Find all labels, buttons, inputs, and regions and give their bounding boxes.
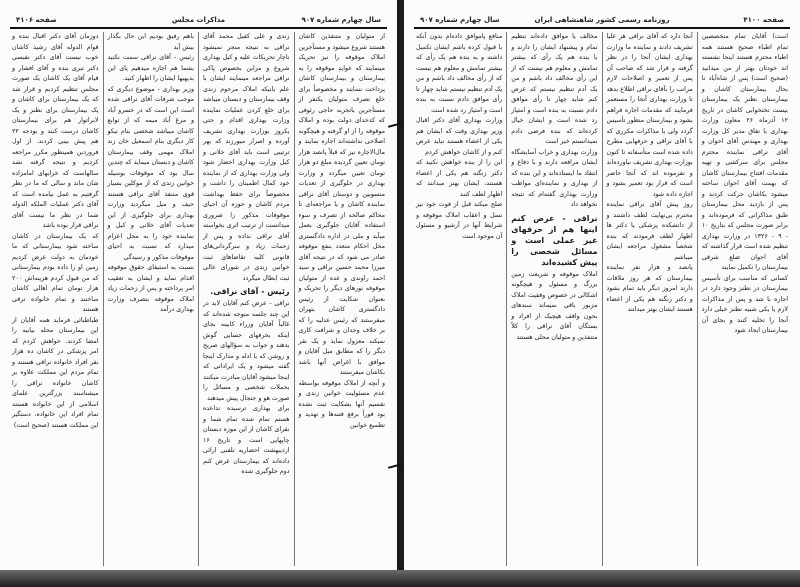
left-page (0, 0, 397, 572)
right-page (404, 0, 800, 572)
left-page-header (10, 14, 387, 28)
paragraph: دوزمان آقای دکتر اقبال بنده و قوام الدوله آقای رشید کاشان خوب نیست آقای دکتر نفیسی دکتر تبری بنده و آقای افشار و قیام آقای یک کاشان یک صورت مجلس تنظیم کردیم و قرار شد که یک بیمارستان برای کاشان و یک بیمارستان برای نطنز و یک لابراتوار هم برای بیمارستان کاشان درست کنند و بودجه ۲۲ هم پیش بینی کردند. از اول فروردین همینطور مکرر مراجعه کردیم و نتیجه گرفته نشد سالهاست که خرابهای امامزاده شان ماند و سالی که ما در نظر گرفتیم به عمل نیامده است که آقای دکتر عملیات الملکه الدوله شما در نظر ما نیست آقای نراقی قرار بوده باشد (12, 33, 99, 229)
paragraph: باهم رفیق بودیم این حال بگذار بیش آید (107, 33, 194, 51)
paragraph: پانصد و هزار نفر نماینده بیمارستان که هر روز ملاقات دارند امروز دیگر باید تمام بشود و دکتر زنگنه هم یکی از اعضاء هستند ایشان بهتر میدانند (606, 264, 693, 313)
speaker-heading: رئیس - آقای نراقی. (210, 287, 290, 296)
paragraph: و آنچه از املاک موقوفه بواسطه عدم مسئولیت خوانین زندی و تقسیم آنها بشکایت ثبت نشده بود فوراً برفع فتنه‌ها و تهدید و تطمیع خوانین (298, 379, 385, 429)
paragraph: منافع پاموافق داده‌ام بدون آنکه با قبول کرده باشم ایشان تکمیل داشته و به بنده هم یک رأی که بیشتر تمامش و معلوم هم نیست که از رأی مخالف داد باشم و من یک آدم تنظیم نیستم شاید چهار تا رأی موافق دادم نسبت به بنده است و امتیاز رد شده است (416, 33, 503, 114)
column-3 (103, 32, 199, 566)
volume-issue: سال چهارم شماره ۹۰۷ (420, 16, 500, 24)
paragraph: روز پیش آقای نراقی نماینده محترم بی‌نهایت لطف داشتند و از دانشکده پزشکی یا دکتر ها اظهار لطف فرمودند که بنده شخصاً مشغول مراجعه ایشان میباشم (606, 201, 693, 261)
paragraph: وزارت بهداری و خراب آسایشگاه ایشان مرافعه دارند و با دفاع و انتقاد ما ایستاده‌اند و این بنده که از بهداری و نماینده‌ای مواظب وزارت بهداری گفته‌ام که نتیجه نخواهد داد (511, 148, 598, 208)
paragraph: نسبت به استیفای حقوق موقوفه اقدام نماید و ایشان به تعقیب امر پرداخته و پس از زحمات زیاد املاک موقوفه بتصرف وزارت بهداری درآمد (107, 264, 194, 313)
paragraph: که یک بیمارستان در کاشان ساخته شود بیمارستانی که ما خودمان به دولت عرض کردیم زمین او را داده بودم بیمارستانی که من قبول کردم هزینه‌اش ۲۰۰ هزار تومان تمام اهالی کاشان ساختند و تمام خانواده ترقی هستند (12, 232, 99, 313)
left-page-columns (8, 32, 389, 566)
column-4 (8, 32, 103, 566)
speaker-heading: نراقی - عرض کنم اینها هم از حرفهای غیر عملی است و مسائل شخصی را پیش کشیده‌اند (511, 213, 598, 267)
paragraph: مخالف یا موافق داده‌اند تنظیم تمام و پیشنهاد ایشان را دارند و با بنده هم یک رأی که بیشتر تمامش و معلوم هم نیست که از این رأی مخالف داد باشم و من یک آدم تنظیم نیستم که عرض کنم شاید چهار تا رأی موافق دادم نسبت به بنده است و امتیاز رد شده است و ایشان خیال کرده‌اند که بنده فرضی دادم نمیدانستم خیر است (511, 33, 598, 145)
right-page-columns (412, 32, 792, 566)
column-2 (198, 32, 294, 566)
volume-issue: سال چهارم شماره ۹۰۷ (301, 16, 381, 24)
page-number: صفحه ۴۱۰۰ (743, 16, 784, 24)
paragraph: زندی و علی کفیل محمد آقای نراقی به نتیجه منجر نمیشود ناچار تحریکات علیه و کیل بهداری شروع و مزاین بخصوص پاکی نراقی مراجعه مینمایند ایشان با علم بانیکه املاک مرحوم زندی وقف بیمارستان و دبستان میباشد برای خلع کردن عملیات نماینده وزارت بهداری اقدام و حتی یکروز بوزارت بهداری تشریف آورده و اصرار میورزند که بهر ترتیبی است باید آقای خلانی و کیل وزارت بهداری احضار شود ولی وزارت بهداری که از نماینده خود کمال اطمینان را داشت و مخصوصاً برای حفظ بهداشت مردم کاشان و حوزه آن احیای موقوفات مذکور را ضروری میدانست از ترتیب اثری بخواسته آقای نراقی نداده و پس از زحمات زیاد و سرگردانی‌های قانونی کلیه تقاضاهای ثبت خوانین زندی در شورای عالی ثبت ابطال میگردد (203, 33, 290, 282)
paragraph: رئیس - آقای نراقی سمت نکنید بشما هم اجازه میدهیم پای این بدیهیها ایشان را اظهار کنید. (107, 54, 194, 82)
header-rule (414, 27, 790, 29)
paragraph: وزارت بهداری آقای دکتر اقبال وزیر بهداری وقت که ایشان هم یکی از اعضاء هستند نباید عرض کنم و از کاشان خواهش کردم (416, 117, 503, 156)
paragraph: طباطبائی فرماید همه آقایان از این بیمارستان محله بیانیه را امضا کردند. خواهش کردم که امر پزشکی در کاشان ده هزار نفر افراد خانواده نراقی هستند و تمام مردم این مملکت علاوه بر کاشان خانواده نراقی را میشناسند بزرگترین علمای اسلامی از این خانواده هستند تمام افراد این خانواده، دستگیر این مملکت هستند (صحیح است) (12, 316, 99, 429)
column-2 (602, 32, 697, 566)
column-1 (294, 32, 390, 566)
column-1 (697, 32, 792, 566)
paragraph: این را از بنده خواهش نکنید که دکتر زنگنه هم یکی از اعضاء هستند، ایشان بهتر میدانند که اظهار لطف کنند (416, 159, 503, 198)
paragraph: صلح میکند قبل از فوت خود نیز نسل و اعقاب املاک موقوفه و شرایط آنها در آرشیو و مسئول آن موجود است (416, 201, 503, 240)
paragraph: املاک موقوفه و شریعت زمین بزرگ و مسئول و هیچگونه اشکالی در خصوص وقفیت املاک مزبور باقی نمیماند سندهای بحون واقف هیچیک از افراد و بستگان آقای نراقی را کلاً متنفذین و متولیان محلی هستند (511, 270, 598, 341)
section-title: روزنامه رسمی کشور شاهنشاهی ایران (534, 16, 670, 24)
section-title: مذاکرات مجلس (171, 16, 226, 24)
page-number: صفحه ۴۱۰۶ (16, 16, 57, 24)
column-4 (412, 32, 506, 566)
paragraph: برای بهداری ترسیده نداعده هستم تمام شده تمام شما و نقرای کاشان از این موزه دبستان چاپهایی است و تاریخ ۱۶ اردیبهشت احضاریه تلفنی ارائی داده‌اند که بیمارستان عرض کنم دوم جلوگیری شده (202, 405, 290, 475)
paragraph: است) آقایان تمام متخصصین تمام اطباء صحیح هستند همه اطباء محترم هستند اینجا نشسته اند خودتان بهتر از من میدانید (صحیح است) پس از شاه‌آباد تا بحال بیمارستان کاشان و بیمارستان نطنز یک بیمارستان بیست تختخوابی کاشان در تاریخ ۱۲ آذرماه ۲۶ معاون وزارت بهداری با تفاق مدیر کل وزارت بهداری و مهندس آقای احوان و آقای نراقی نماینده محترم مجلس برای سرکشی و تهیه مقدمات افتتاح بیمارستان کاشان که بهمت آقای احوان ساخته میشود بکاشان حرکت کردند و پس از بازدید محل بیمارستان طبق مذاکراتی که فرموده‌اند و برابر صورت مجلس که بتاریخ ۱۰ - ۹ - ۱۳۲۶ در وزارت بهداری تنظیم شده است قرار گذاشته که آقای احوان ضلع شرقی بیمارستان را تکمیل نمایند (701, 33, 788, 271)
binding-gutter (397, 0, 404, 587)
header-rule (10, 27, 387, 29)
paragraph: وزیر بهداری - موضوع دیگری که موجب شرفات آقای نراقی شده است این است که در خسرو آباد و مرغ آباد میمه که از توابع کاشان میباشد شخصی بنام نیکو کار دیگری بنام اسمعیل خان زند املاک مهمی وقف بیمارستان کاشان و دبستان میماید که چندین سال بود که موقوفات بوسیله خوانین زندی که از موکلین بسیار قوی متنفذ آقای نراقی هستند حیف و میل میگردید وزارت بهداری برای جلوگیری از این تعدیات آقای خلانی و کیل و نماینده خود را به محل اعزام میدارد که نسبت به احیای موقوفات مذکور و رسیدگی (107, 85, 194, 261)
right-page-header (414, 14, 790, 28)
column-3 (506, 32, 601, 566)
paragraph: از متولیان و متنفذین کاشان هستند شروع میشود و مستأجرین املاک موقوفه را نیز تحریک مینمایند که عوایدِ موقوفه را به بیمارستان و بیمارستان کاشان پرداخت ننمایند و مخصوصاً برای خلع تصرف متولیان یکنفر از مستأجرین باتجربه حاجی رئوفی که کدخدای دولت بوده و املاک موقوفه را از او گرفته و هیچگونه اصلاحی نداشته‌اند اجاره نمایند و مال‌الاجاره نیز که قبلاً پانصد هزار تومان تعیین گردیده مبلغ دو هزار تومان تعیین میگردد و وزارت بهداری در حلوگیری از تعدیات منسوبین و دوستان آقای نراقی نماینده کاشان و یا مراجعه‌ای تا محاکم صالحه از تصرف و سوء استفاده آقایان جلوگیری بعمل میآید و ملی در اداره دادگستری محل احکام متعدد بنفع موقوفه صادر می شود که در نتیجه آقای میرزا محمد حسین نراقی و سید احمد راوندی و عده از متولیان موقوفه نورهای دیگر را تحریک و بعنوان شکایت از رئیس دادگستری کاشان بتهران میفرستند که رئیس عدلیه را که بر خلاف وجدان و شرافت کاری نمیکند معزول نماید و یک نفر دیگر را که مطابق میل آقایان و موافق با اغراض آنها باشد بکاشان میفرستند (298, 33, 385, 376)
paragraph: نراقی - عرض کنم آقایان لابد در این چند جلسه متوجه شده‌اند که غالباً آقایان وزراء کابینه بجای اینکه بحرفهای حسابی گوش بدهند و جواب به سؤالهای صریح و روشن که با ادله و مدارک اینجا گفته میشود و یک ایراداتی که اینجا میشود آقایان مبادرت میکنند بحملات شخصی و مسائل را صورت هو و جنجال پیش میدهند (203, 300, 290, 402)
paragraph: کسانی که مناسب برای تأسیس بیمارستان در نطنز وجود دارد در اجاره با شد و پس از مذاکرات لازم یا یکی شبیه نطنز خیلی دارد آنجا را تخلیه کنند و بجای آن بیمارستان ایجاد شود (701, 274, 788, 334)
paragraph: آنجا دارد که آقای نراقی هر علیا تشریف دادند و نماینده ما وزارت بهداری ایشان آنجا را در نظر گرفته و قرار شد که صاحب آن پس از تعمیر و اصلاحات لازم مراتب را بآقای نراقی اطلاع بدهد تا وزارت بهداری آنجا را مستعمر فرمایند که مقدمات اجاره فراهم بشود و بیمارستان منظور تأسیس گردد ولی یا مذاکرات مکرری که با آقای نراقی و حرفهایی مطرح داده شده است متأسفانه تا کنون بوزارت بهداری تشریف نیاورده‌اند و تفرموده اند که آنجا حاضر است که قرار بود تعمیر بشود و اجازه داده شود (606, 33, 693, 198)
scan-bottom-edge (0, 570, 800, 587)
